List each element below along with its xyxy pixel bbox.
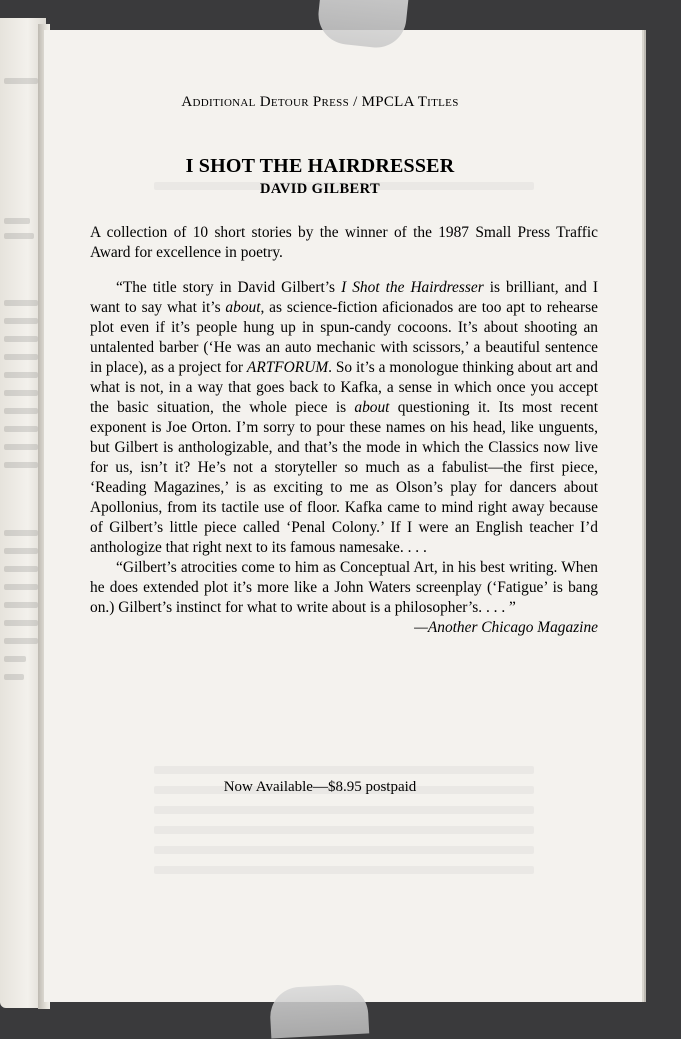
show-through-line [4,218,30,224]
show-through-line [4,233,34,239]
show-through-line [4,300,38,306]
show-through-line [4,372,38,378]
book-title-italic: I Shot the Hairdresser [341,279,484,296]
page-body [90,223,598,638]
emphasis: about [354,399,390,416]
book-page [44,30,642,1002]
book-title: I SHOT THE HAIRDRESSER [185,155,455,177]
show-through-line [4,408,38,414]
show-through-line [4,638,38,644]
show-through-line [4,620,38,626]
review-attribution: —Another Chicago Magazine [414,619,598,636]
show-through-line [4,390,38,396]
show-through-line [4,584,38,590]
book-author: DAVID GILBERT [259,181,381,197]
show-through-line [4,336,38,342]
show-through-line [154,846,534,854]
review-text: . So it’s a monologue thinking about art and what is not, in a way that goes back to Kafka, a sense in which once you accept the basic situation, the whole piece is [90,359,598,416]
page-header: Additional Detour Press / MPCLA Titles [181,94,459,110]
show-through-line [4,548,38,554]
page-clip-bottom [269,983,369,1038]
review-text: , as science-fiction aficionados are too apt to rehearse plot even if it’s people hung up in spun-candy cocoons. It’s about shooting an untalented barber (‘He was an auto mechanic with scissors,’ a beautiful sentence in place), as a project for [90,299,598,376]
emphasis: about [225,299,261,316]
review-text: “The title story in David Gilbert’s [116,279,342,296]
show-through-line [4,354,38,360]
book-description: A collection of 10 short stories by the winner of the 1987 Small Press Traffic Award for excellence in poetry. [90,224,598,261]
show-through-line [154,866,534,874]
show-through-line [4,674,24,680]
show-through-line [4,462,38,468]
review-paragraph-2: “Gilbert’s atrocities come to him as Conceptual Art, in his best writing. When he does extended plot it’s more like a John Waters screenplay (‘Fatigue’ is bang on.) Gilbert’s instinct for what to write about is a philosopher’s. . . . ” [90,559,598,616]
show-through-line [4,656,26,662]
availability-price: Now Available—$8.95 postpaid [223,779,417,795]
show-through-line [4,566,38,572]
review-paragraph-1 [90,278,598,558]
show-through-line [4,318,38,324]
review-text: questioning it. Its most recent exponent is Joe Orton. I’m sorry to pour these names on his head, like unguents, but Gilbert is anthologizable, and that’s the mode in which the Classics now live for us, isn’t it? He’s not a storyteller so much as a fabulist—the first piece, ‘Reading Magazines,’ is as exciting to me as Olson’s play for dancers about Apollonius, from its tactile use of floor. Kafka came to mind right away because of Gilbert’s little piece called ‘Penal Colony.’ If I were an English teacher I’d anthologize that right next to its famous namesake. . . . [90,399,598,556]
show-through-line [4,530,38,536]
review-text: is brilliant, and I want to say what it’s [90,279,598,316]
show-through-line [4,426,38,432]
show-through-line [4,78,38,84]
show-through-line [4,444,38,450]
show-through-line [4,602,38,608]
show-through-line [154,806,534,814]
show-through-line [154,766,534,774]
show-through-line [154,826,534,834]
magazine-name: ARTFORUM [246,359,329,376]
